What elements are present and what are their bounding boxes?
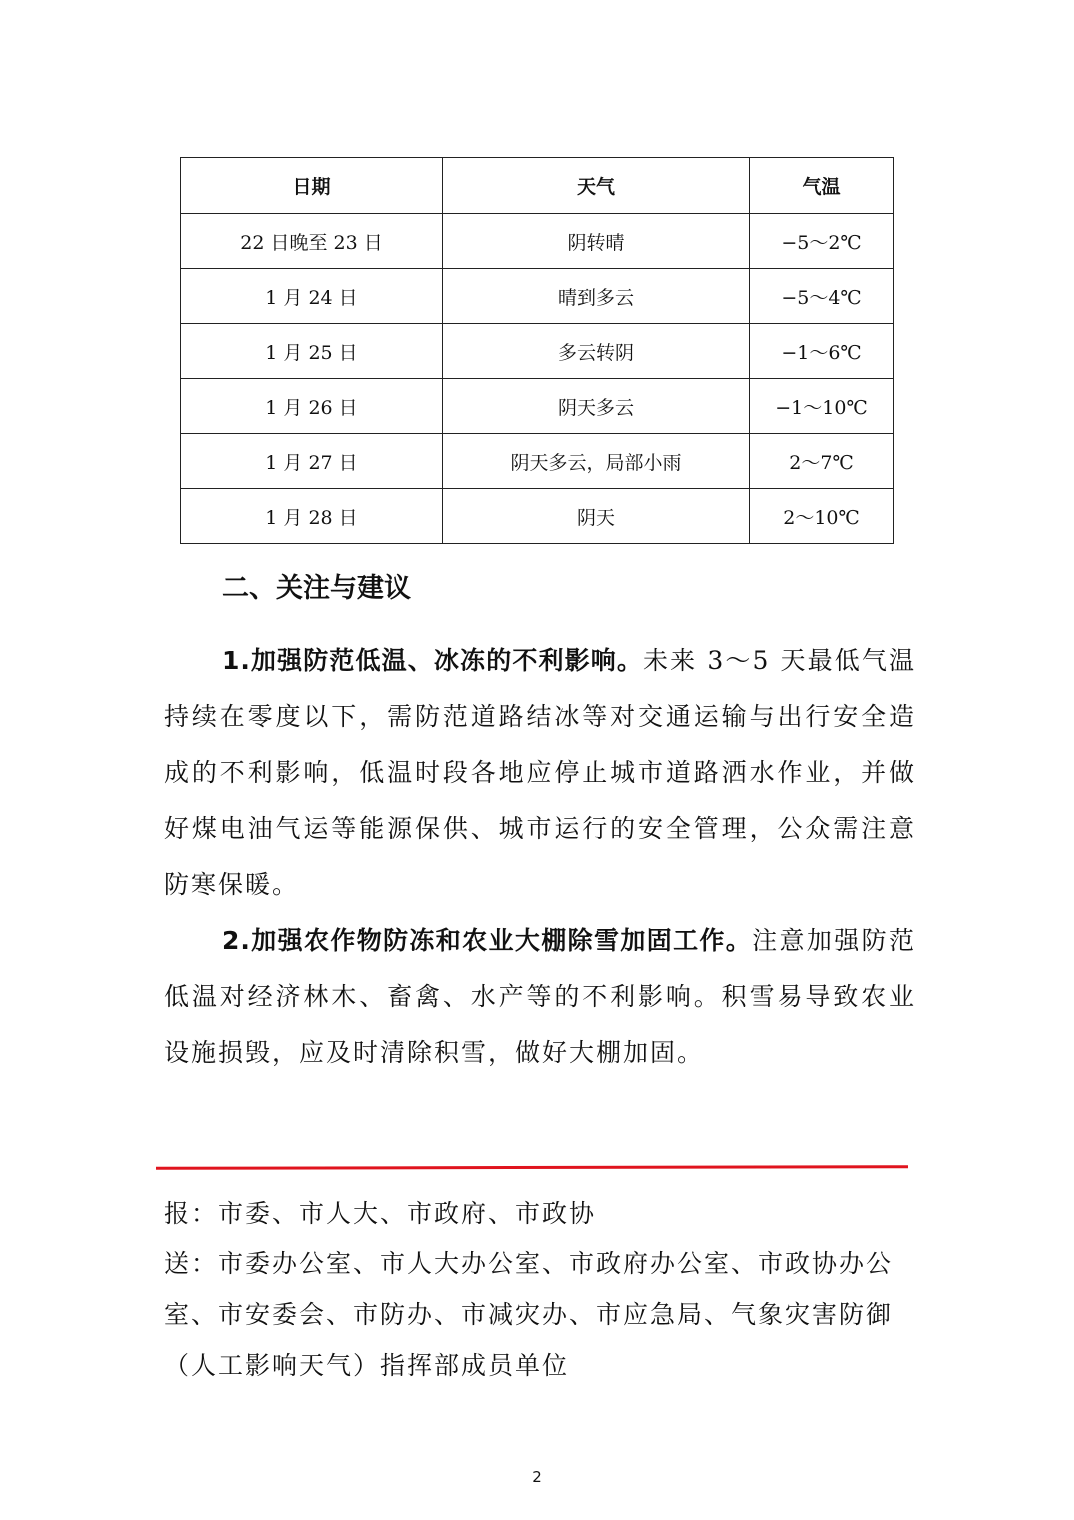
advice-body-1: 未来 3～5 天最低气温持续在零度以下，需防范道路结冰等对交通运输与出行安全造成的不利影响，低温时段各地应停止城市道路洒水作业，并做好煤电油气运等能源保供、城市运行的安全管理，公众需注意防寒保暖。 [164, 646, 916, 899]
cell-weather: 阴天 [443, 489, 750, 544]
advice-paragraph-2 [164, 913, 916, 1081]
table-row [181, 379, 894, 434]
advice-lead-1: 1.加强防范低温、冰冻的不利影响。 [222, 646, 643, 675]
send-to-line: 送：市委办公室、市人大办公室、市政府办公室、市政协办公室、市安委会、市防办、市减灾办、市应急局、气象灾害防御（人工影响天气）指挥部成员单位 [164, 1249, 894, 1380]
section-heading: 二、关注与建议 [222, 573, 411, 604]
cell-date: 1 月 24 日 [181, 269, 443, 324]
table-row [181, 434, 894, 489]
header-temperature: 气温 [750, 158, 894, 214]
cell-date: 1 月 26 日 [181, 379, 443, 434]
advice-lead-2: 2.加强农作物防冻和农业大棚除雪加固工作。 [222, 926, 753, 955]
table-header-row [181, 158, 894, 214]
table-row [181, 269, 894, 324]
header-weather: 天气 [443, 158, 750, 214]
report-to-line: 报：市委、市人大、市政府、市政协 [164, 1199, 597, 1228]
cell-temperature: −1～6℃ [750, 324, 894, 379]
cell-weather: 阴天多云，局部小雨 [443, 434, 750, 489]
red-divider [156, 1165, 908, 1170]
page-number: 2 [532, 1468, 542, 1486]
cell-weather: 晴到多云 [443, 269, 750, 324]
header-date: 日期 [181, 158, 443, 214]
cell-date: 22 日晚至 23 日 [181, 214, 443, 269]
cell-weather: 多云转阴 [443, 324, 750, 379]
cell-date: 1 月 27 日 [181, 434, 443, 489]
cell-date: 1 月 25 日 [181, 324, 443, 379]
cell-temperature: −1～10℃ [750, 379, 894, 434]
cell-weather: 阴天多云 [443, 379, 750, 434]
weather-forecast-table [180, 157, 894, 544]
cell-temperature: −5～2℃ [750, 214, 894, 269]
table-row [181, 324, 894, 379]
cell-weather: 阴转晴 [443, 214, 750, 269]
cell-temperature: 2～7℃ [750, 434, 894, 489]
advice-body-2: 注意加强防范低温对经济林木、畜禽、水产等的不利影响。积雪易导致农业设施损毁，应及时清除积雪，做好大棚加固。 [164, 926, 916, 1067]
table-row [181, 214, 894, 269]
cell-temperature: −5～4℃ [750, 269, 894, 324]
cell-date: 1 月 28 日 [181, 489, 443, 544]
cell-temperature: 2～10℃ [750, 489, 894, 544]
advice-paragraph-1 [164, 633, 916, 913]
table-row [181, 489, 894, 544]
